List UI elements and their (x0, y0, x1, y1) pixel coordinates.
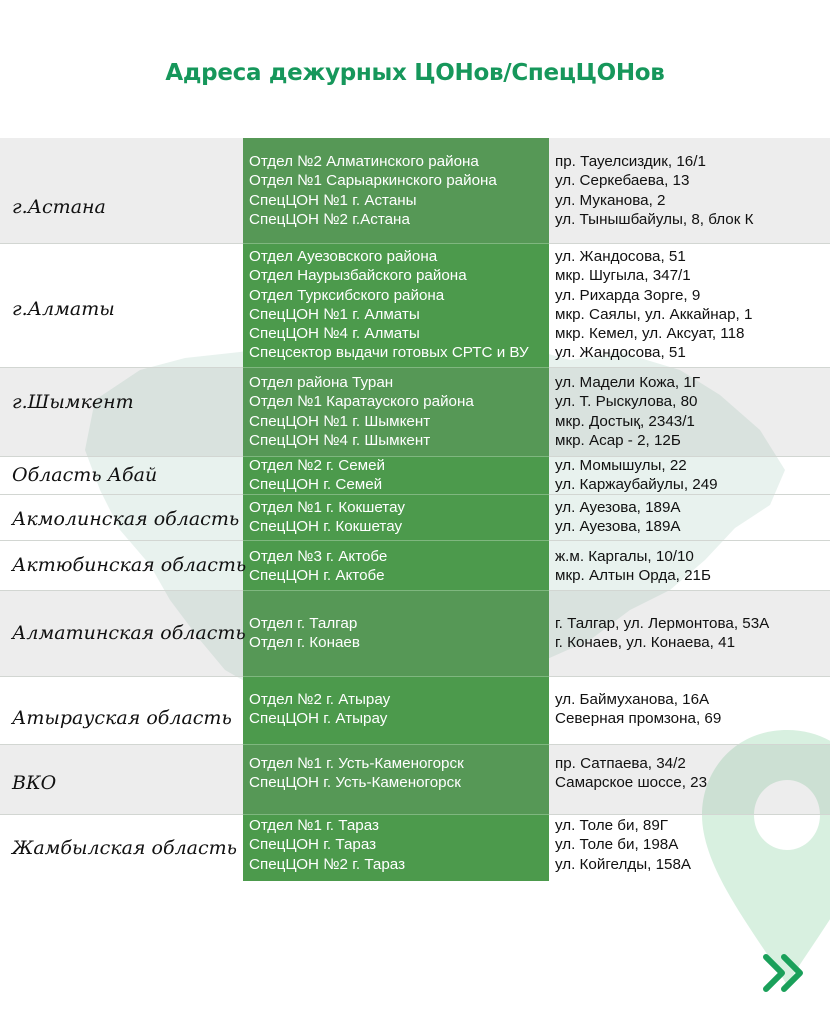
address: ул. Серкебаева, 13 (555, 172, 690, 190)
address: ул. Жандосова, 51 (555, 344, 686, 362)
department-name: СпецЦОН г. Актобе (249, 567, 385, 585)
address: г. Талгар, ул. Лермонтова, 53А (555, 615, 770, 632)
department-name: Отдел Турксибского района (249, 286, 445, 304)
address: мкр. Асар - 2, 12Б (555, 431, 681, 449)
department-list (249, 614, 549, 653)
address: ул. Тынышбайулы, 8, блок К (555, 210, 754, 228)
column-divider (243, 814, 549, 815)
address: мкр. Саялы, ул. Аккайнар, 1 (555, 305, 753, 323)
department-list (249, 547, 549, 586)
region-name: г.Астана (12, 196, 106, 218)
address: мкр. Алтын Орда, 21Б (555, 567, 711, 585)
address: ул. Момышулы, 22 (555, 457, 687, 474)
column-divider (243, 494, 549, 495)
address: Северная промзона, 69 (555, 710, 722, 728)
column-divider (243, 590, 549, 591)
region-name: Алматинская область (12, 622, 246, 644)
department-name: СпецЦОН г. Усть-Каменогорск (249, 774, 461, 792)
table-row (0, 676, 830, 744)
department-name: СпецЦОН г. Кокшетау (249, 518, 403, 536)
region-name: г.Шымкент (12, 391, 134, 413)
department-name: Отдел №3 г. Актобе (249, 548, 388, 565)
region-name: г.Алматы (12, 298, 115, 320)
address-list (555, 152, 827, 229)
column-divider (243, 676, 549, 677)
department-name: СпецЦОН №1 г. Алматы (249, 305, 420, 323)
address: пр. Тауелсиздик, 16/1 (555, 153, 706, 170)
address: мкр. Кемел, ул. Аксуат, 118 (555, 325, 745, 343)
table-row (0, 367, 830, 456)
department-name: Отдел г. Конаев (249, 634, 360, 652)
department-name: Спецсектор выдачи готовых СРТС и ВУ (249, 344, 529, 362)
table-row (0, 138, 830, 243)
department-name: Отдел №1 г. Усть-Каменогорск (249, 755, 464, 772)
department-list (249, 247, 549, 363)
department-name: Отдел №2 г. Атырау (249, 691, 391, 708)
department-list (249, 152, 549, 229)
department-list (249, 456, 549, 495)
address: ул. Муканова, 2 (555, 191, 666, 209)
department-name: СпецЦОН №4 г. Шымкент (249, 431, 431, 449)
department-list (249, 816, 549, 874)
address: ул. Баймуханова, 16А (555, 691, 710, 708)
region-name: Атырауская область (12, 707, 232, 729)
address: мкр. Достық, 2343/1 (555, 412, 695, 430)
table-row (0, 590, 830, 676)
address-list (555, 498, 827, 537)
address: мкр. Шугыла, 347/1 (555, 267, 691, 285)
department-list (249, 690, 549, 729)
region-name: ВКО (12, 772, 57, 794)
table-row (0, 243, 830, 367)
address-list (555, 373, 827, 450)
region-name: Актюбинская область (12, 554, 247, 576)
column-divider (243, 243, 549, 244)
department-name: СпецЦОН №2 г.Астана (249, 210, 410, 228)
department-name: СпецЦОН №2 г. Тараз (249, 855, 406, 873)
table-row (0, 744, 830, 814)
department-name: СпецЦОН г. Семей (249, 476, 383, 494)
address: ж.м. Каргалы, 10/10 (555, 548, 694, 565)
table-row (0, 494, 830, 540)
address-list (555, 690, 827, 729)
address: ул. Жандосова, 51 (555, 248, 686, 265)
column-divider (243, 456, 549, 457)
table-row (0, 814, 830, 881)
department-name: Отдел Наурызбайского района (249, 267, 467, 285)
column-divider (243, 540, 549, 541)
department-list (249, 498, 549, 537)
address: ул. Койгелды, 158А (555, 855, 692, 873)
department-name: Отдел №1 г. Кокшетау (249, 499, 405, 516)
address: ул. Толе би, 89Г (555, 817, 669, 834)
address: ул. Ауезова, 189А (555, 499, 681, 516)
department-list (249, 373, 549, 450)
department-list (249, 754, 549, 793)
department-name: СпецЦОН г. Атырау (249, 710, 388, 728)
department-name: СпецЦОН г. Тараз (249, 836, 377, 854)
address-list (555, 547, 827, 586)
address: г. Конаев, ул. Конаева, 41 (555, 634, 736, 652)
address-list (555, 614, 827, 653)
address: ул. Мадели Кожа, 1Г (555, 374, 701, 391)
department-name: Отдел №2 Алматинского района (249, 153, 479, 170)
column-divider (243, 744, 549, 745)
address: пр. Сатпаева, 34/2 (555, 755, 686, 772)
department-name: Отдел Ауезовского района (249, 248, 438, 265)
address-list (555, 754, 827, 793)
address: ул. Т. Рыскулова, 80 (555, 393, 698, 411)
address: Самарское шоссе, 23 (555, 774, 708, 792)
address: ул. Каржаубайулы, 249 (555, 476, 718, 494)
department-name: Отдел №1 Каратауского района (249, 393, 474, 411)
department-name: Отдел №2 г. Семей (249, 457, 386, 474)
department-name: Отдел №1 Сарыаркинского района (249, 172, 497, 190)
address-list (555, 816, 827, 874)
department-name: Отдел района Туран (249, 374, 394, 391)
table-row (0, 540, 830, 590)
department-name: Отдел г. Талгар (249, 615, 358, 632)
page-title: Адреса дежурных ЦОНов/СпецЦОНов (165, 60, 665, 86)
region-name: Область Абай (12, 464, 158, 486)
address-list (555, 456, 827, 495)
region-name: Жамбылская область (12, 837, 237, 859)
double-chevron-right-icon[interactable] (762, 953, 806, 993)
address-list (555, 247, 827, 363)
department-name: Отдел №1 г. Тараз (249, 817, 379, 834)
department-name: СпецЦОН №1 г. Шымкент (249, 412, 431, 430)
department-name: СпецЦОН №1 г. Астаны (249, 191, 417, 209)
address: ул. Толе би, 198А (555, 836, 679, 854)
column-divider (243, 367, 549, 368)
address: ул. Ауезова, 189А (555, 518, 681, 536)
address: ул. Рихарда Зорге, 9 (555, 286, 701, 304)
department-name: СпецЦОН №4 г. Алматы (249, 325, 420, 343)
region-name: Акмолинская область (12, 508, 240, 530)
table-row (0, 456, 830, 494)
